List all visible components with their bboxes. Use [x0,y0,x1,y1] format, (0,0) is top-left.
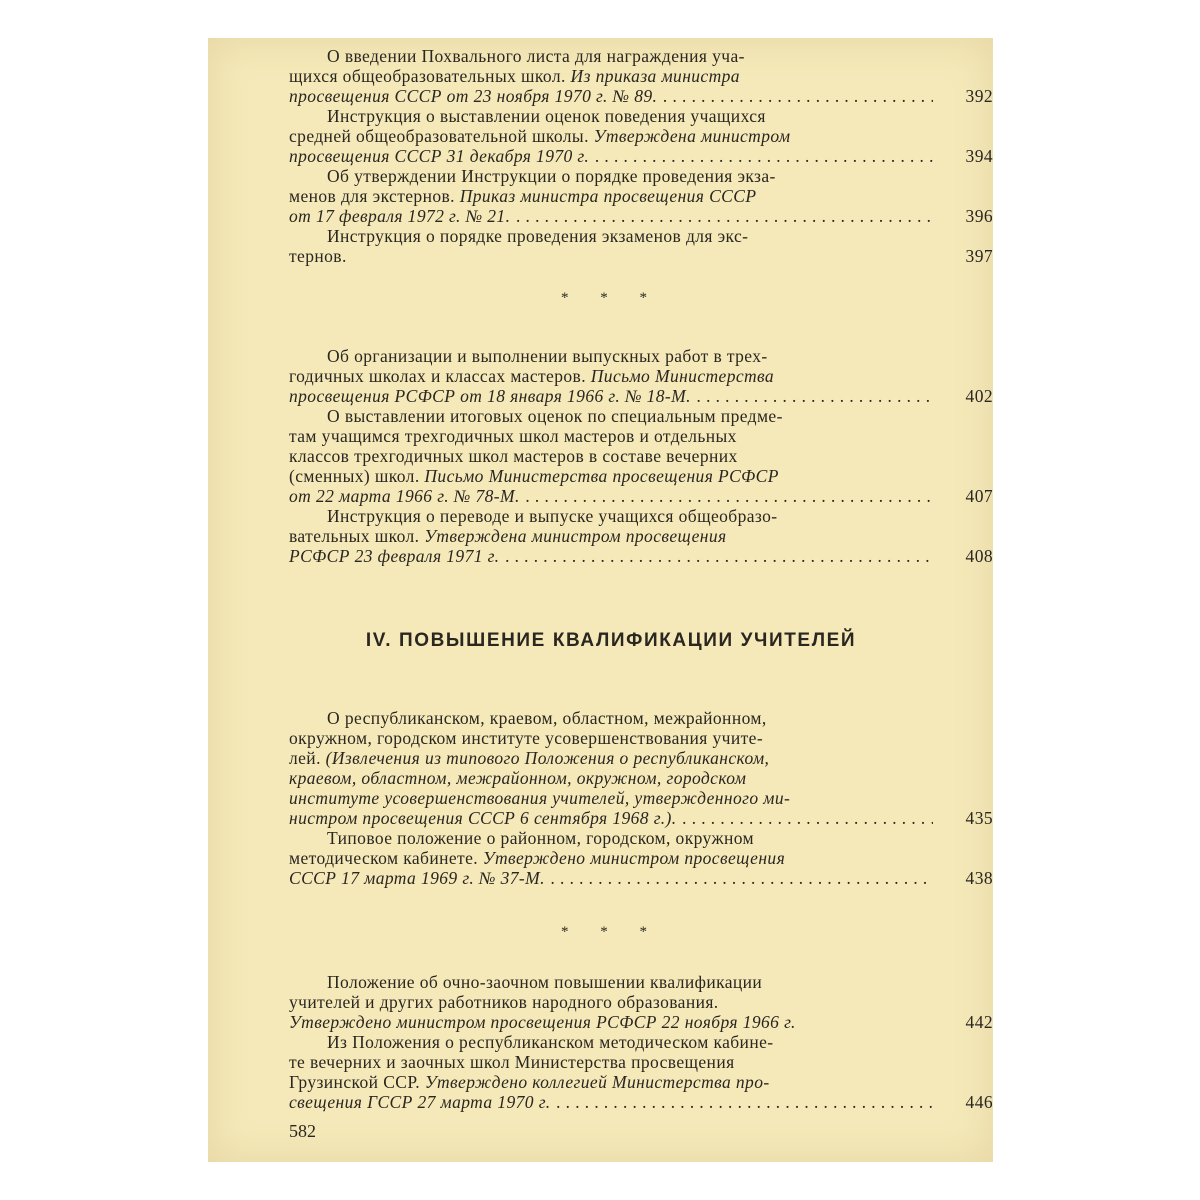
section-separator: * * * [561,924,661,940]
entry-line: Грузинской ССР. Утверждено коллегией Министерства про- [289,1072,770,1092]
entry-line: Инструкция о порядке проведения экзаменов для экс- [327,226,749,246]
entry-line: лей. (Извлечения из типового Положения о республиканском, [289,748,770,768]
entry-line: классов трехгодичных школ мастеров в составе вечерних [289,446,738,466]
page-ref: 402 [965,386,993,406]
entry-line: (сменных) школ. Письмо Министерства просвещения РСФСР [289,466,779,486]
entry-line: тернов. [289,246,347,266]
entry-line: просвещения РСФСР от 18 января 1966 г. № 18-М. . . . [289,386,933,406]
entry-line: годичных школах и классах мастеров. Письмо Министерства [289,366,775,386]
dot-leader [589,146,933,166]
entry-line: Типовое положение о районном, городском, окружном [327,828,754,848]
dot-leader [677,808,933,828]
entry-line: Инструкция о выставлении оценок поведения учащихся [327,106,766,126]
section-separator: * * * [561,290,661,306]
entry-line: Инструкция о переводе и выпуске учащихся общеобразо- [327,506,778,526]
page-ref: 438 [965,868,993,888]
entry-line: СССР 17 марта 1969 г. № 37-М. . . . [289,868,933,888]
toc-entry [289,166,993,226]
entry-line: там учащимся трехгодичных школ мастеров и отдельных [289,426,737,446]
entry-line: Из Положения о республиканском методическом кабине- [327,1032,774,1052]
entry-line: учителей и других работников народного образования. [289,992,719,1012]
dot-leader [510,206,933,226]
page-ref: 396 [965,206,993,226]
dot-leader [657,86,933,106]
page-ref: 446 [965,1092,993,1112]
dot-leader [691,386,933,406]
page-number: 582 [289,1121,316,1141]
toc-entry [289,346,993,406]
entry-line: свещения ГССР 27 марта 1970 г. . . . [289,1092,933,1112]
entry-line: краевом, областном, межрайонном, окружном, городском [289,768,747,788]
dot-leader [551,1092,934,1112]
page-ref: 394 [965,146,993,166]
entry-line: от 22 марта 1966 г. № 78-М. . . . [289,486,933,506]
entry-line: от 17 февраля 1972 г. № 21. . . . [289,206,933,226]
entry-line: менов для экстернов. Приказ министра просвещения СССР [289,186,757,206]
toc-entry [289,106,993,166]
entry-line: О введении Похвального листа для награждения уча- [327,46,745,66]
page-ref: 435 [965,808,993,828]
toc-entry [289,506,993,566]
entry-line: средней общеобразовательной школы. Утверждена министром [289,126,791,146]
page-ref: 392 [965,86,993,106]
entry-line: те вечерних и заочных школ Министерства просвещения [289,1052,735,1072]
entry-line: окружном, городском институте усовершенствования учите- [289,728,764,748]
toc-entry [289,46,993,106]
entry-line: вательных школ. Утверждена министром просвещения [289,526,727,546]
entry-line: методическом кабинете. Утверждено министром просвещения [289,848,786,868]
entry-line: О выставлении итоговых оценок по специальным предме- [327,406,783,426]
entry-line: Об утверждении Инструкции о порядке проведения экза- [327,166,776,186]
dot-leader [520,486,933,506]
toc-entry [289,1032,993,1112]
book-page [208,38,993,1162]
entry-line: щихся общеобразовательных школ. Из приказа министра [289,66,740,86]
page-ref: 408 [965,546,993,566]
entry-line: нистром просвещения СССР 6 сентября 1968 г.). . . . [289,808,933,828]
entry-line: просвещения СССР от 23 ноября 1970 г. № 89. . . . [289,86,933,106]
toc-entry [289,406,993,506]
entry-line: О республиканском, краевом, областном, межрайонном, [327,708,767,728]
entry-line: Положение об очно-заочном повышении квалификации [327,972,763,992]
page-ref: 442 [965,1012,993,1032]
entry-line: Об организации и выполнении выпускных работ в трех- [327,346,768,366]
dot-leader [545,868,933,888]
entry-line: просвещения СССР 31 декабря 1970 г. . . . [289,146,933,166]
entry-line: институте усовершенствования учителей, утвержденного ми- [289,788,791,808]
section-heading: IV. ПОВЫШЕНИЕ КВАЛИФИКАЦИИ УЧИТЕЛЕЙ [365,630,857,651]
toc-entry [289,972,993,1032]
entry-line: Утверждено министром просвещения РСФСР 22 ноября 1966 г. [289,1012,796,1032]
page-ref: 397 [965,246,993,266]
page-ref: 407 [965,486,993,506]
toc-entry [289,226,993,266]
dot-leader [499,546,933,566]
toc-entry [289,828,993,888]
toc-entry [289,708,993,828]
entry-line: РСФСР 23 февраля 1971 г. . . . [289,546,933,566]
